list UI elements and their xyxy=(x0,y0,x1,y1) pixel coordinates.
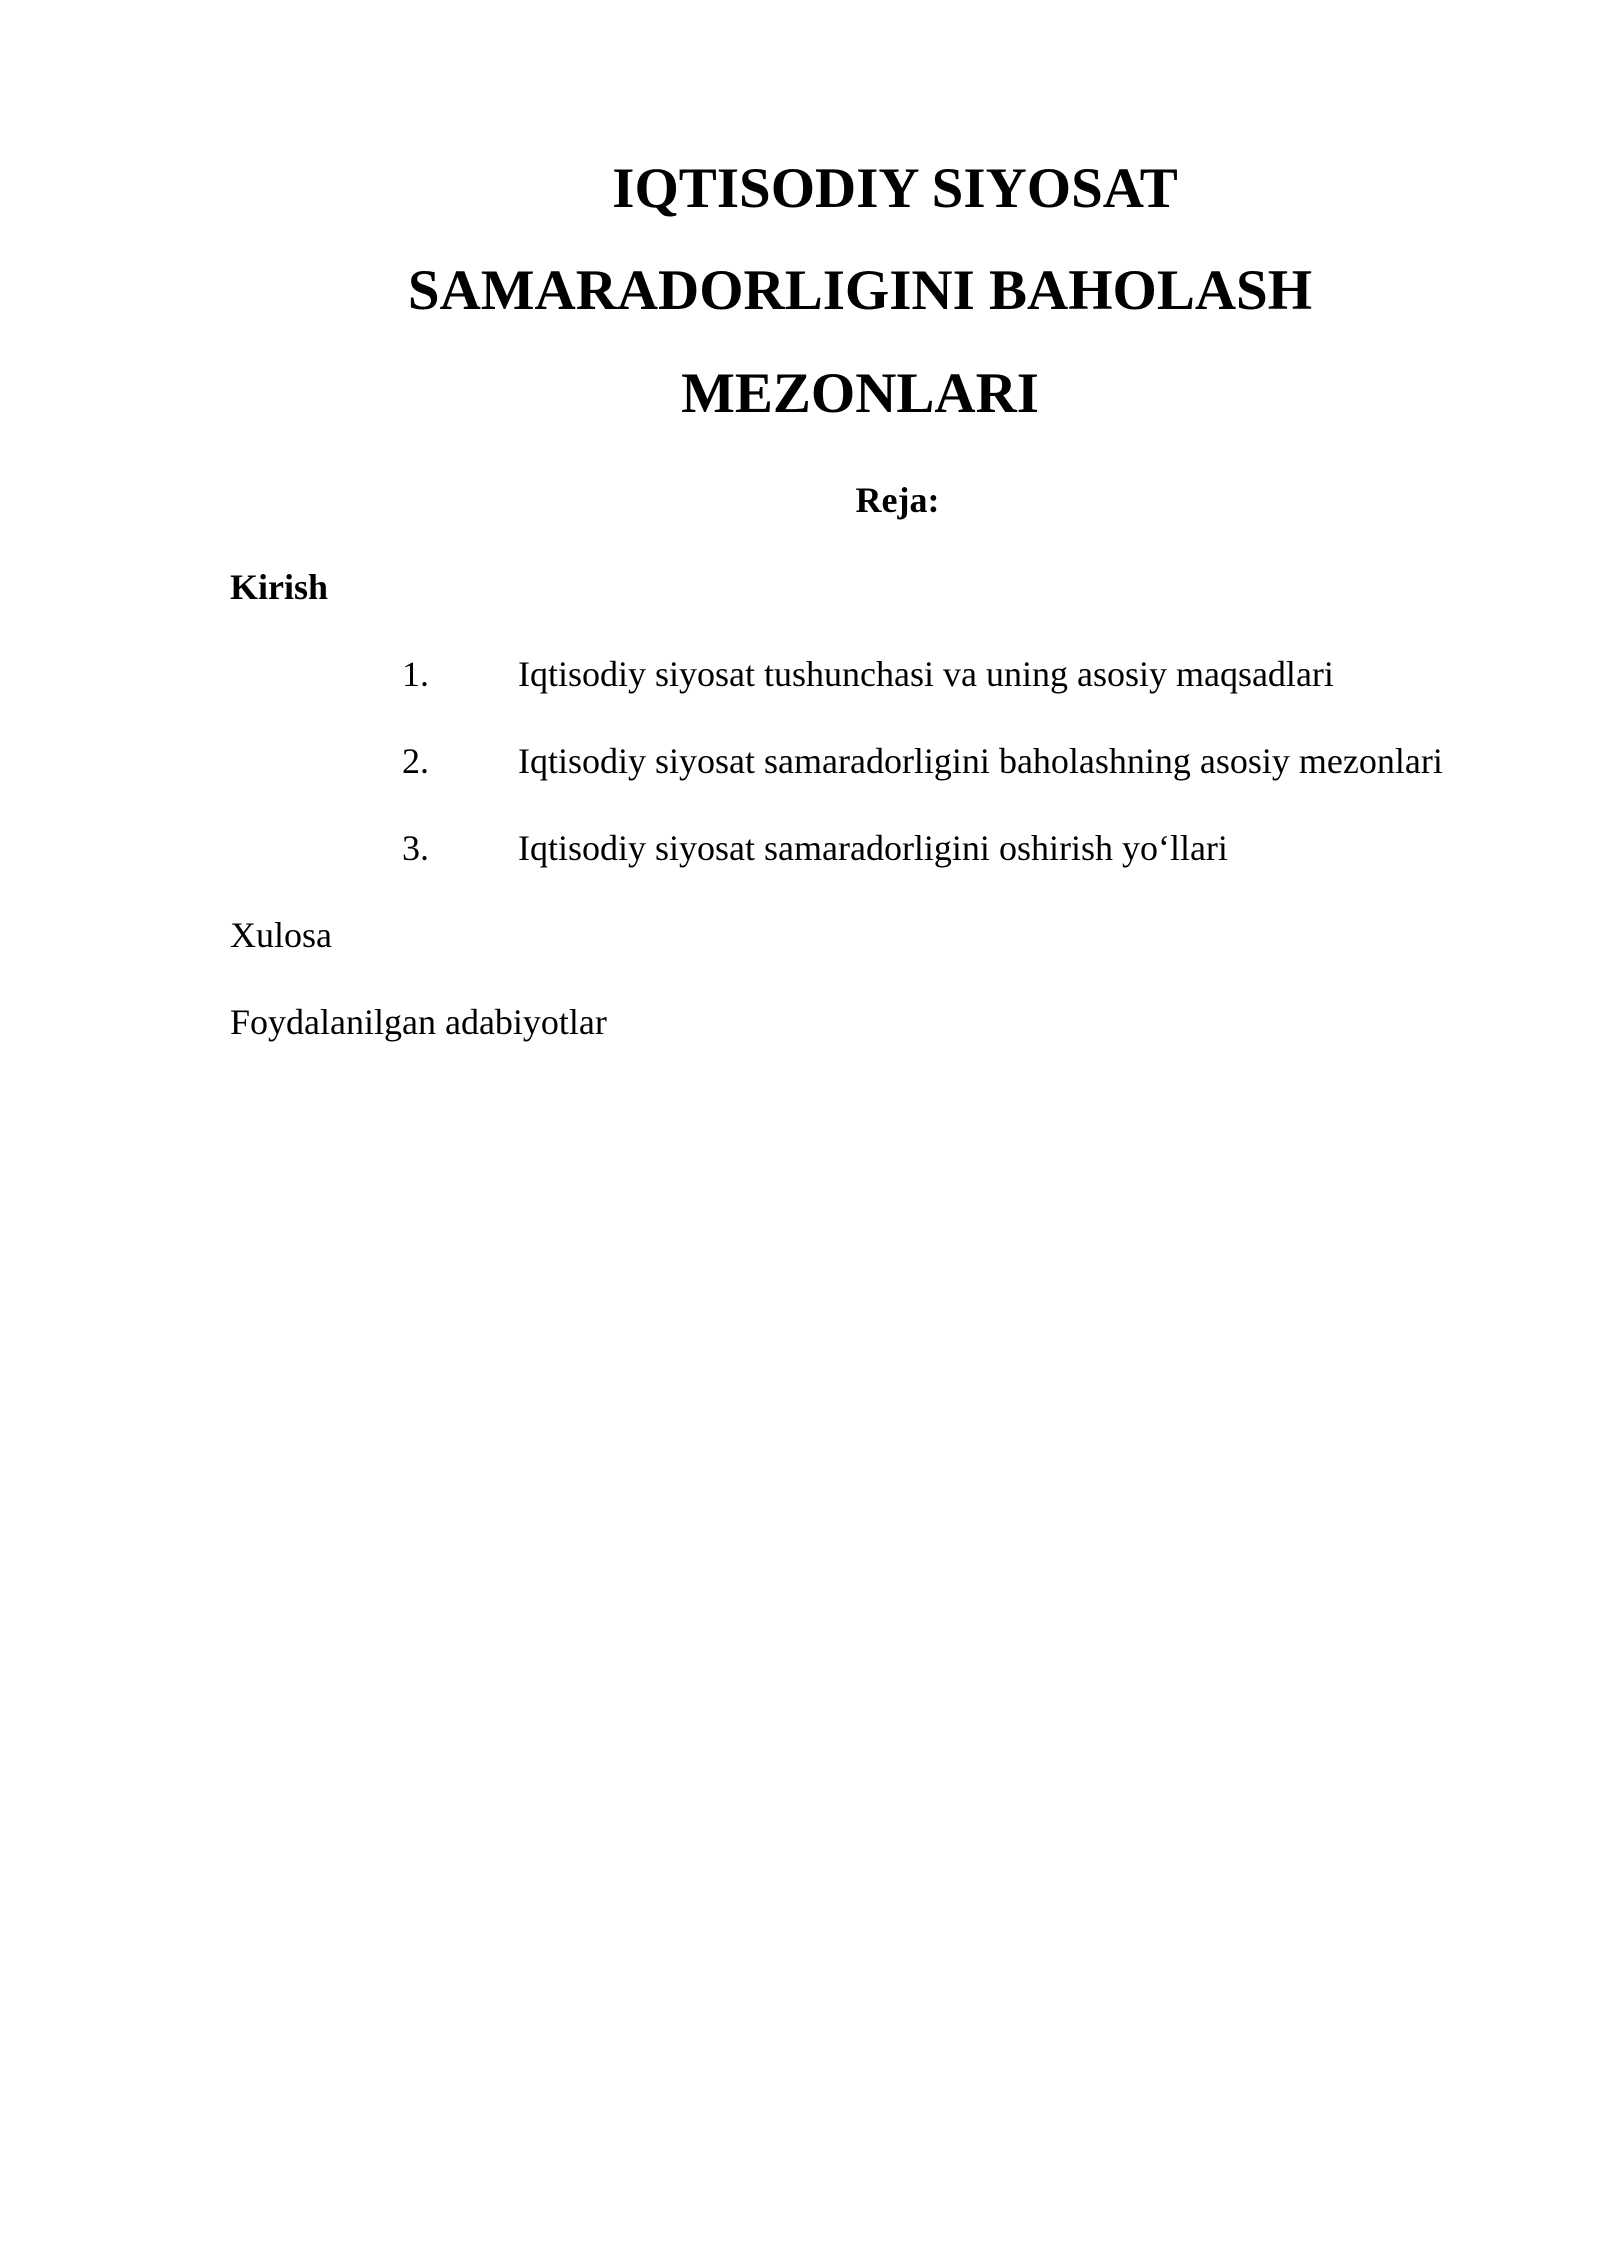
plan-item-number: 3. xyxy=(402,828,429,868)
title-line-1: IQTISODIY SIYOSAT xyxy=(612,157,1178,220)
plan-item-text: Iqtisodiy siyosat tushunchasi va uning asosiy maqsadlari xyxy=(518,654,1334,694)
plan-item-number: 1. xyxy=(402,654,429,694)
plan-item-text: Iqtisodiy siyosat samaradorligini baholashning asosiy mezonlari xyxy=(518,741,1443,781)
intro-heading: Kirish xyxy=(230,567,329,607)
plan-item-text: Iqtisodiy siyosat samaradorligini oshirish yo‘llari xyxy=(518,828,1228,868)
plan-item-number: 2. xyxy=(402,741,429,781)
title-line-2: SAMARADORLIGINI BAHOLASH xyxy=(407,259,1313,322)
title-line-3: MEZONLARI xyxy=(681,362,1039,425)
plan-heading: Reja: xyxy=(855,480,940,520)
conclusion-heading: Xulosa xyxy=(230,915,332,955)
references-heading: Foydalanilgan adabiyotlar xyxy=(230,1002,607,1042)
